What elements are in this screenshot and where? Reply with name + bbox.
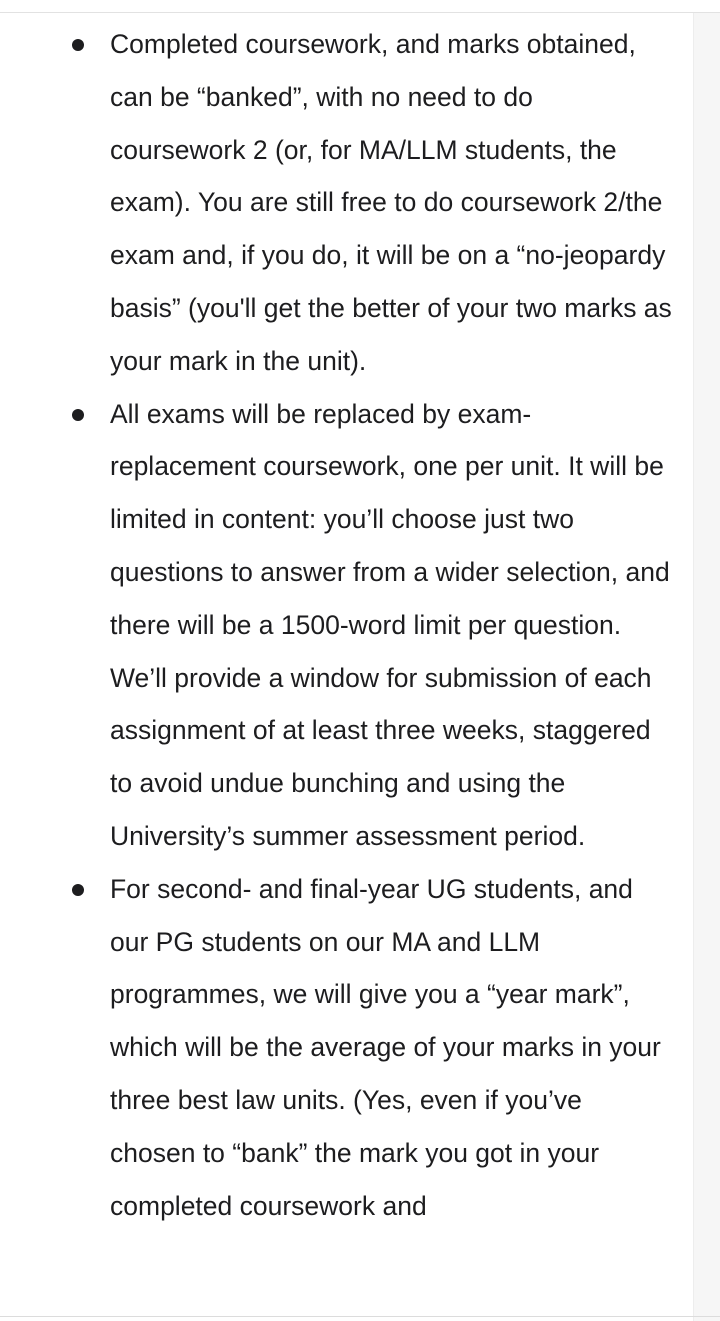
bullet-item-year-mark xyxy=(0,863,694,1233)
bullet-text: Completed coursework, and marks obtained, can be “banked”, with no need to do coursework 2 (or, for MA/LLM students, the exam). You are still free to do coursework 2/the exam and, if you do, it will be on a “no-jeopardy basis” (you'll get the better of your two marks as your mark in the unit). xyxy=(110,29,672,376)
top-divider xyxy=(0,12,720,13)
bullet-item-banked-coursework xyxy=(0,18,694,388)
bottom-divider xyxy=(0,1316,720,1317)
bullet-text: For second- and final-year UG students, and our PG students on our MA and LLM programmes, we will give you a “year mark”, which will be the average of your marks in your three best law units. (Yes, even if you’ve chosen to “bank” the mark you got in your completed coursework and xyxy=(110,873,661,1221)
bullet-dot-icon xyxy=(72,884,84,896)
bullet-list xyxy=(0,18,694,1232)
document-content xyxy=(0,18,694,1316)
bullet-dot-icon xyxy=(72,409,84,421)
scroll-margin xyxy=(693,13,720,1321)
bullet-item-exam-replacement xyxy=(0,388,694,863)
bullet-dot-icon xyxy=(72,39,84,51)
bullet-text: All exams will be replaced by exam-replacement coursework, one per unit. It will be limited in content: you’ll choose just two questions to answer from a wider selection, and there will be a 1500-word limit per question. We’ll provide a window for submission of each assignment of at least three weeks, staggered to avoid undue bunching and using the University’s summer assessment period. xyxy=(110,398,670,851)
